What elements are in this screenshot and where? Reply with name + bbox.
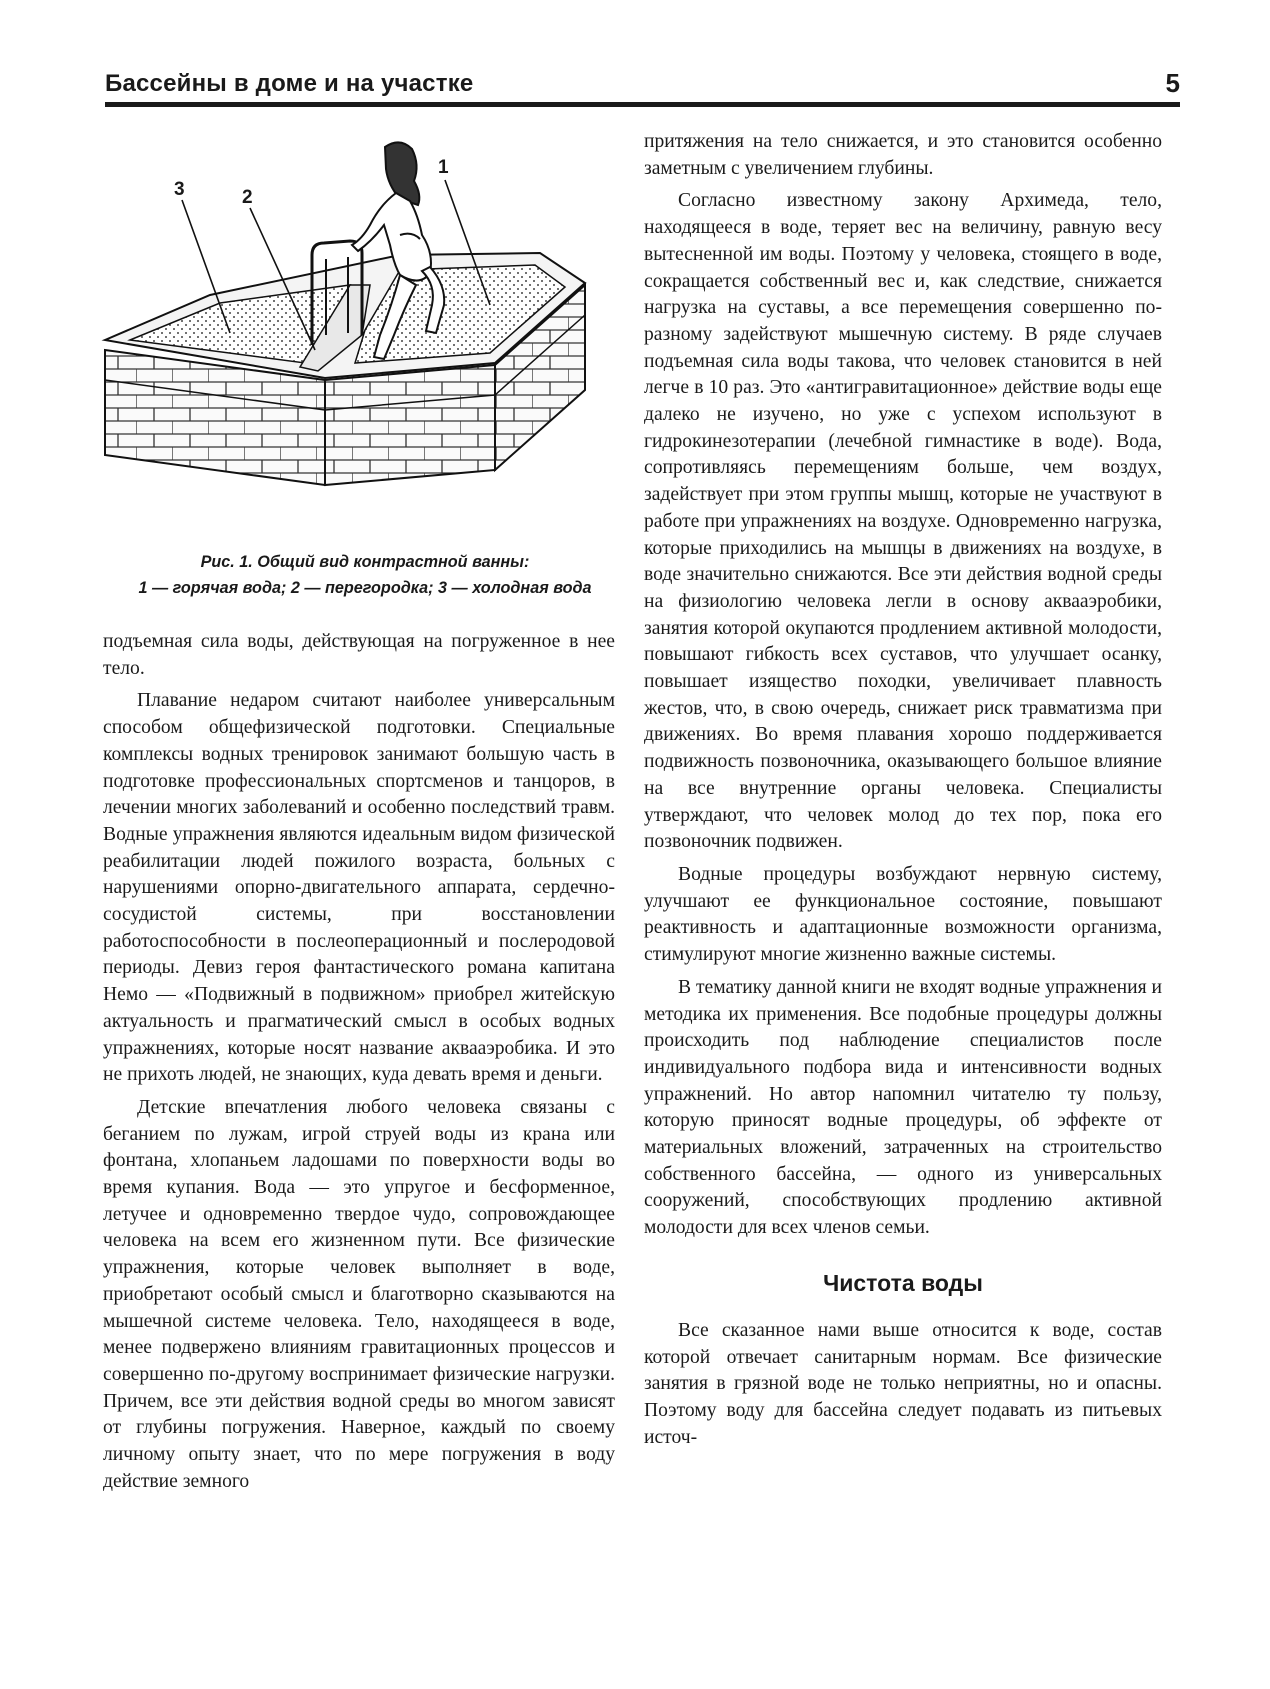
callout-1: 1 (438, 157, 449, 178)
header-title: Бассейны в доме и на участке (105, 70, 474, 97)
caption-legend: 1 — горячая вода; 2 — перегородка; 3 — холодная вода (138, 579, 592, 597)
callout-3: 3 (174, 179, 185, 200)
paragraph: Все сказанное нами выше относится к воде, состав которой отвечает санитарным нормам. Все физические занятия в грязной воде не только неприятны, но и опасны. Поэтому воду для бассейна следует подавать из питьевых источ- (644, 1319, 1162, 1448)
figure-contrast-bath (100, 135, 630, 535)
paragraph: Детские впечатления любого человека связаны с беганием по лужам, игрой струей воды из крана или фонтана, хлопаньем ладошами по поверхности воды во время купания. Вода — это упругое и бесформенное, летучее и одновременно твердое чудо, сопровождающее человека на всем его жизненном пути. Все физические упражнения, которые человек выполняет в воде, приобретают особый смысл и благотворно сказываются на мышечной системе человека. Тело, находящееся в воде, менее подвержено влияниям гравитационных процессов и совершенно по-другому воспринимает физические нагрузки. Причем, все эти действия водной среды во многом зависят от глубины погружения. Наверное, каждый по своему личному опыту знает, что по мере погружения в воду действие земного (103, 1096, 615, 1492)
paragraph: подъемная сила воды, действующая на погруженное в нее тело. (103, 631, 615, 679)
running-header (105, 68, 1180, 107)
paragraph: Плавание недаром считают наиболее универсальным способом общефизической подготовки. Специальные комплексы водных тренировок занимают большую часть в подготовке профессиональных спортсменов и танцоров, в лечении многих заболеваний и особенно последствий травм. Водные упражнения являются идеальным видом физической реабилитации людей пожилого возраста, больных с нарушениями опорно-двигательного аппарата, сердечно-сосудистой системы, при восстановлении работоспособности в послеоперационный и послеродовой периоды. Девиз героя фантастического романа капитана Немо — «Подвижный в подвижном» приобрел житейскую актуальность и прагматический смысл в особых водных упражнениях, которые носят название аквааэробика. И это не прихоть людей, не знающих, куда девать время и деньги. (103, 690, 615, 1086)
paragraph: Согласно известному закону Архимеда, тело, находящееся в воде, теряет вес на величину, равную весу вытесненной им воды. Поэтому у человека, стоящего в воде, сокращается собственный вес и, как следствие, снижается нагрузка на суставы, а все перемещения совершенно по-разному задействуют мышечную систему. В ряде случаев подъемная сила воды такова, что человек становится в ней легче в 10 раз. Это «антигравитационное» действие воды еще далеко не изучено, но уже с успехом используют в гидрокинезотерапии (лечебной гимнастике в воде). Вода, сопротивляясь перемещениям больше, чем воздух, задействует при этом группы мышц, которые не участвуют в работе при упражнениях на воздухе. Одновременно нагрузка, которые приходились на мышцы в движениях на воздухе, в воде значительно снижаются. Все эти действия водной среды на физиологию человека легли в основу аквааэробики, занятия которой окупаются продлением активной молодости, повышают гибкость всех суставов, что улучшает осанку, повышает изящество походки, увеличивает плавность жестов, что, в свою очередь, снижает риск травматизма при движениях. Во время плавания хорошо поддерживается подвижность позвоночника, оказывающего большое влияние на все внутренние органы человека. Специалисты утверждают, что человек молод до тех пор, пока его позвоночник подвижен. (644, 190, 1162, 853)
bath-front-right-wall (325, 365, 495, 485)
paragraph: притяжения на тело снижается, и это становится особенно заметным с увеличением глубины. (644, 131, 1162, 179)
paragraph: Водные процедуры возбуждают нервную систему, улучшают ее функциональное состояние, повышают реактивность и адаптационные возможности организма, стимулируют многие жизненно важные системы. (644, 863, 1162, 966)
paragraph: В тематику данной книги не входят водные упражнения и методика их применения. Все подобные процедуры должны происходить под наблюдение специалистов после индивидуального подбора вида и интенсивности водных упражнений. Но автор напомнил читателю ту пользу, которую приносят водные процедуры, об эффекте от материальных вложений, затраченных на строительство собственного бассейна, — одного из универсальных сооружений, способствующих продлению активной молодости для всех членов семьи. (644, 976, 1162, 1239)
page-number: 5 (1165, 68, 1180, 98)
left-column (103, 629, 615, 1502)
callout-2: 2 (242, 187, 253, 208)
figure-caption (100, 549, 630, 601)
caption-title: Рис. 1. Общий вид контрастной ванны: (200, 553, 530, 571)
section-heading: Чистота воды (823, 1269, 983, 1296)
right-column (644, 129, 1162, 1457)
